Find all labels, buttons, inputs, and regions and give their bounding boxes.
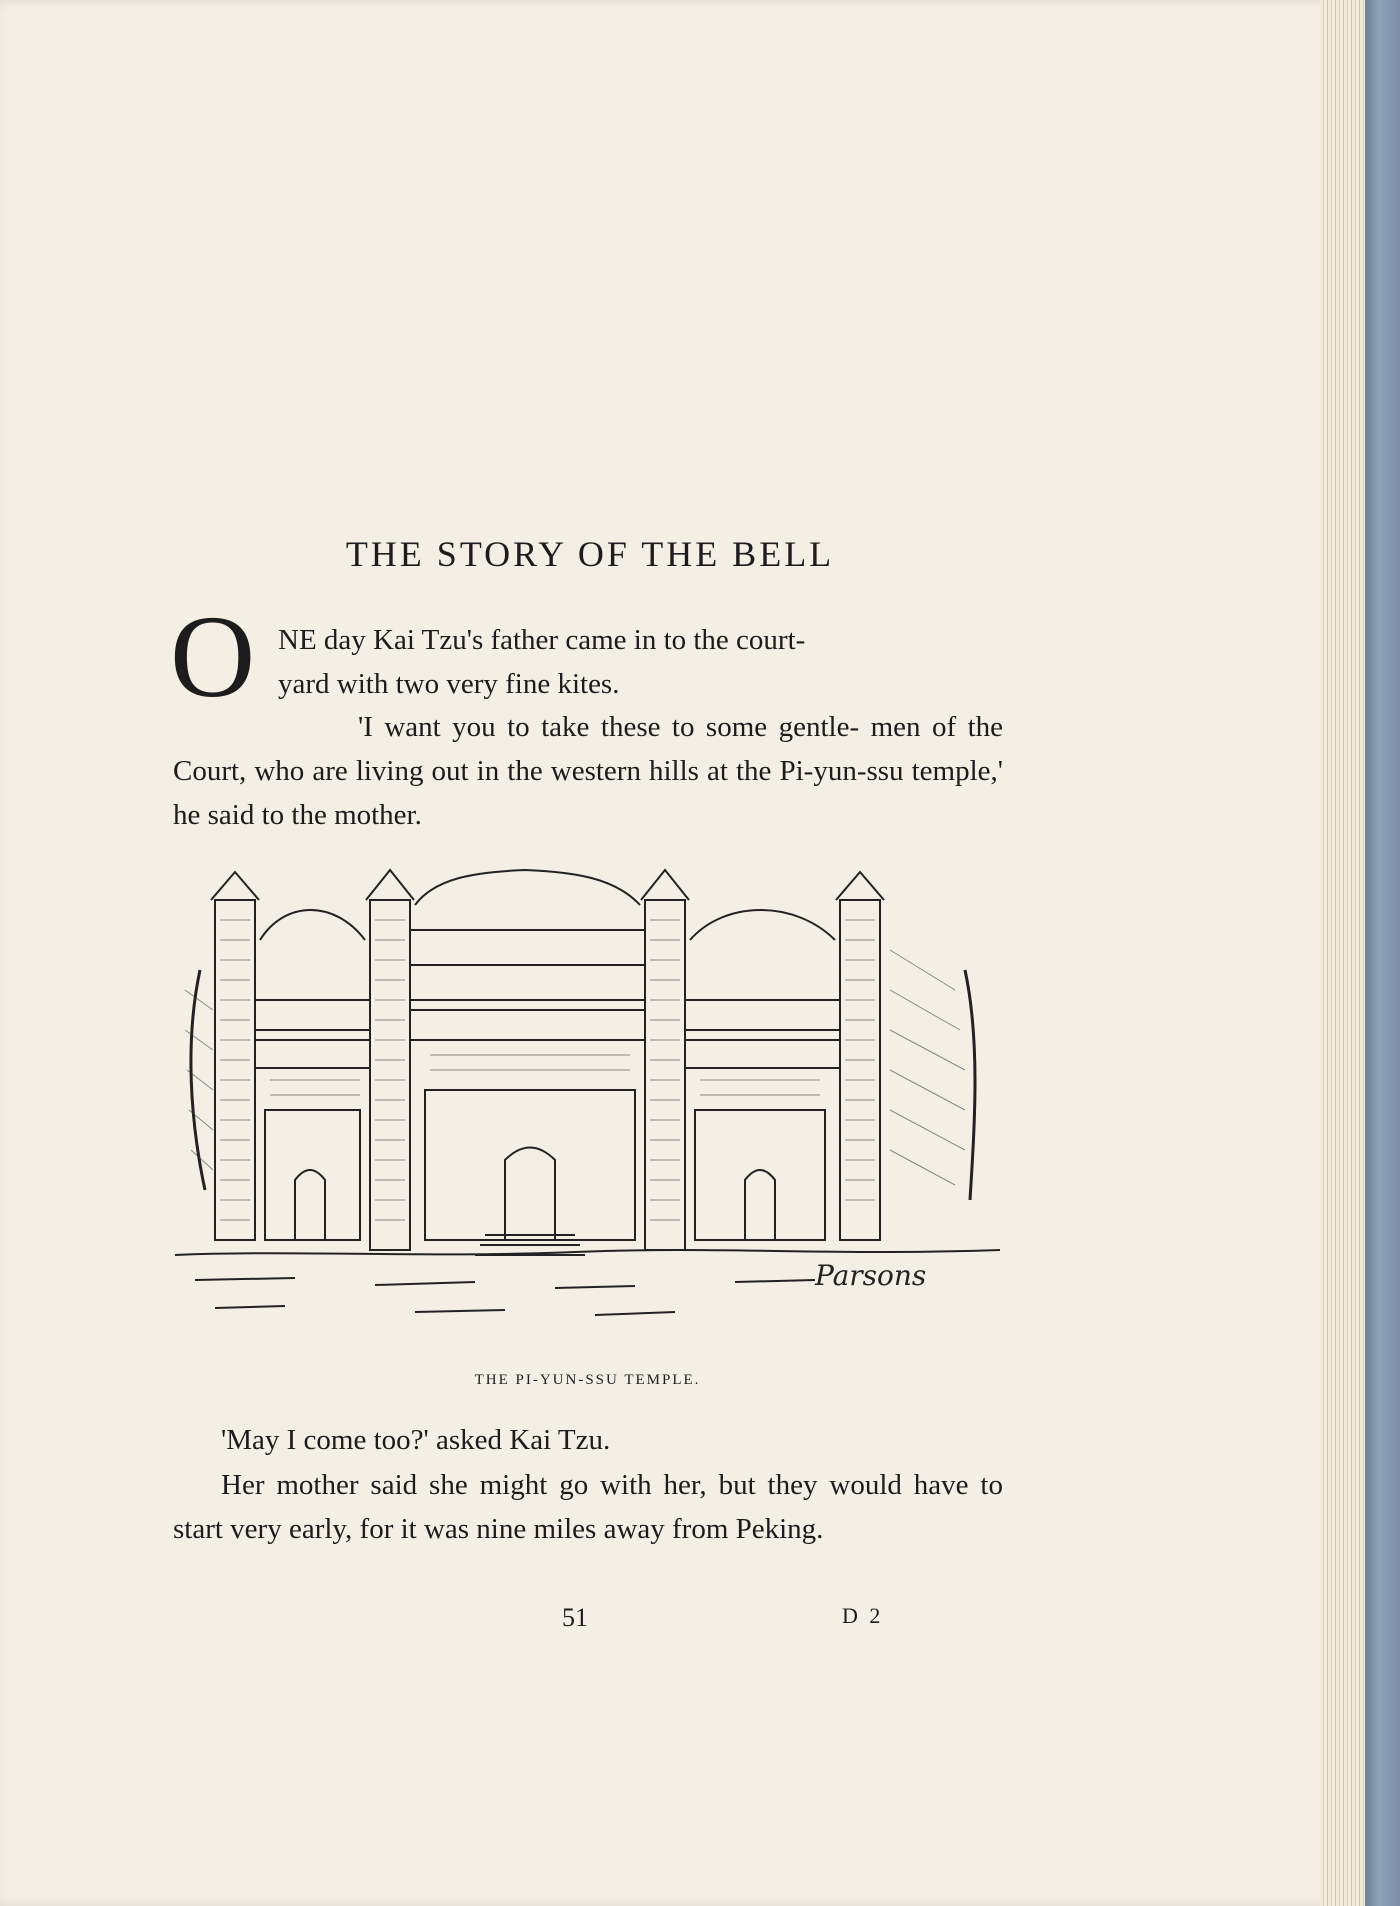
temple-drawing bbox=[175, 860, 1000, 1360]
book-cover-edge bbox=[1365, 0, 1400, 1906]
temple-illustration bbox=[175, 860, 1000, 1360]
paragraph-3 bbox=[173, 1418, 1003, 1462]
paragraph-2 bbox=[173, 705, 1003, 837]
paragraph-1-line-1: NE day Kai Tzu's father came in to the court- bbox=[278, 624, 806, 656]
paragraph-1-line-2: yard with two very fine kites. bbox=[278, 668, 620, 700]
paragraph-4 bbox=[173, 1463, 1003, 1551]
artist-signature: Parsons bbox=[815, 1259, 927, 1292]
drop-cap: O bbox=[170, 591, 256, 722]
paragraph-4-text: Her mother said she might go with her, but they would have to start very early, for it was nine miles away from Peking. bbox=[173, 1469, 1003, 1545]
chapter-title: THE STORY OF THE BELL bbox=[345, 534, 835, 574]
page-edges bbox=[1320, 0, 1365, 1906]
page-number: 51 bbox=[562, 1603, 588, 1632]
paragraph-2-text: 'I want you to take these to some gentle- men of the Court, who are living out in the western hills at the Pi-yun-ssu temple,' he said to the mother. bbox=[173, 711, 1003, 831]
paragraph-1 bbox=[173, 618, 1003, 706]
paragraph-3-text: 'May I come too?' asked Kai Tzu. bbox=[221, 1424, 611, 1456]
illustration-caption: THE PI-YUN-SSU TEMPLE. bbox=[474, 1372, 701, 1388]
signature-mark: D 2 bbox=[842, 1603, 884, 1628]
